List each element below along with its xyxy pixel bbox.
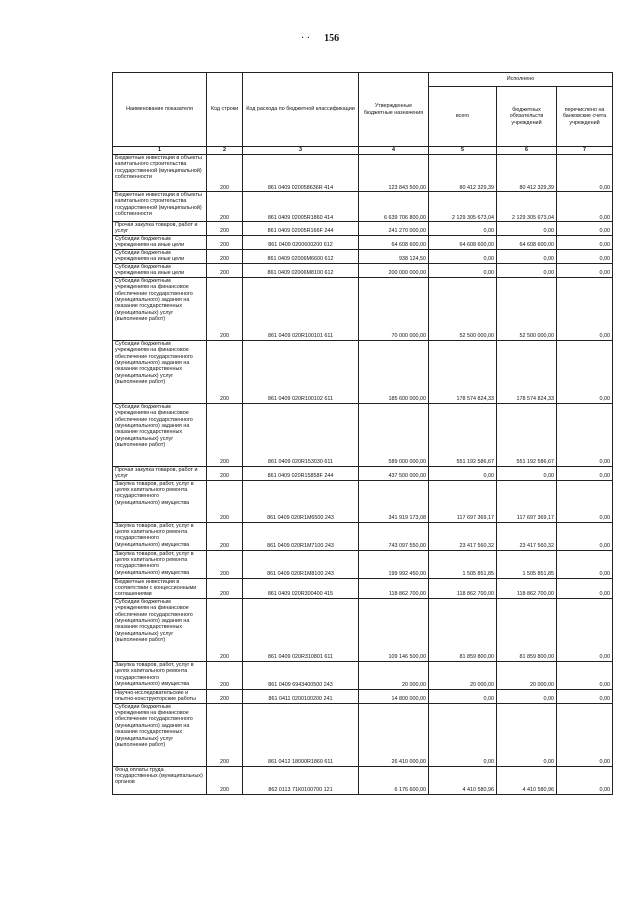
page-number-value: 156 — [324, 33, 340, 44]
row-approved: 26 410 000,00 — [359, 703, 429, 766]
row-expense-code: 861 0409 020R300400 415 — [243, 578, 359, 598]
row-total: 0,00 — [429, 689, 497, 703]
row-total: 117 697 369,17 — [429, 480, 497, 522]
row-name: Бюджетные инвестиции в объекты капитального строительства государственной (муниципальной) собственности — [113, 155, 207, 192]
row-budget-obligations: 178 574 824,33 — [497, 340, 557, 403]
row-expense-code: 861 0409 020R153030 611 — [243, 403, 359, 466]
row-line-code: 200 — [207, 703, 243, 766]
column-number: 7 — [557, 147, 613, 155]
row-bank-accounts: 0,00 — [557, 403, 613, 466]
row-line-code: 200 — [207, 155, 243, 192]
page-marks: · · — [300, 33, 311, 44]
table-body — [113, 155, 613, 795]
table-row — [113, 689, 613, 703]
row-bank-accounts: 0,00 — [557, 263, 613, 277]
row-line-code: 200 — [207, 192, 243, 222]
row-bank-accounts: 0,00 — [557, 598, 613, 661]
row-line-code: 200 — [207, 277, 243, 340]
row-expense-code: 861 0409 020R15858F 244 — [243, 466, 359, 480]
row-bank-accounts: 0,00 — [557, 661, 613, 689]
row-line-code: 200 — [207, 340, 243, 403]
row-expense-code: 861 0409 0200600200 612 — [243, 235, 359, 249]
row-approved: 6 639 706 800,00 — [359, 192, 429, 222]
row-approved: 70 000 000,00 — [359, 277, 429, 340]
row-budget-obligations: 80 412 329,39 — [497, 155, 557, 192]
row-line-code: 200 — [207, 522, 243, 550]
row-total: 0,00 — [429, 703, 497, 766]
row-total: 1 505 851,85 — [429, 550, 497, 578]
row-line-code: 200 — [207, 249, 243, 263]
row-expense-code: 861 0409 020058636R 414 — [243, 155, 359, 192]
row-expense-code: 861 0409 020R100101 611 — [243, 277, 359, 340]
table-row — [113, 155, 613, 192]
row-total: 4 410 580,96 — [429, 766, 497, 794]
row-approved: 199 992 450,00 — [359, 550, 429, 578]
table-row — [113, 403, 613, 466]
header-execution: Исполнено — [429, 73, 613, 87]
row-bank-accounts: 0,00 — [557, 689, 613, 703]
row-bank-accounts: 0,00 — [557, 155, 613, 192]
row-total: 20 000,00 — [429, 661, 497, 689]
row-total: 0,00 — [429, 249, 497, 263]
row-budget-obligations: 20 000,00 — [497, 661, 557, 689]
table-row — [113, 192, 613, 222]
row-approved: 20 000,00 — [359, 661, 429, 689]
table-row — [113, 578, 613, 598]
row-budget-obligations: 0,00 — [497, 249, 557, 263]
table-row — [113, 340, 613, 403]
row-name: Прочая закупка товаров, работ и услуг — [113, 466, 207, 480]
row-budget-obligations: 23 417 560,32 — [497, 522, 557, 550]
table-row — [113, 277, 613, 340]
row-total: 0,00 — [429, 263, 497, 277]
row-bank-accounts: 0,00 — [557, 522, 613, 550]
row-name: Закупка товаров, работ, услуг в целях капитального ремонта государственного (муниципального) имущества — [113, 550, 207, 578]
row-budget-obligations: 2 129 305 673,04 — [497, 192, 557, 222]
row-budget-obligations: 0,00 — [497, 689, 557, 703]
table-row — [113, 598, 613, 661]
row-name: Субсидии бюджетным учреждениям на финансовое обеспечение государственного (муниципального) задания на оказание государственных (муниципальных) услуг (выполнение работ) — [113, 340, 207, 403]
row-line-code: 200 — [207, 661, 243, 689]
header-total: всего — [429, 87, 497, 147]
header-name: Наименование показателя — [113, 73, 207, 147]
row-line-code: 200 — [207, 480, 243, 522]
row-expense-code: 861 0409 020R1M8100 243 — [243, 550, 359, 578]
row-budget-obligations: 118 862 700,00 — [497, 578, 557, 598]
row-approved: 185 600 000,00 — [359, 340, 429, 403]
row-bank-accounts: 0,00 — [557, 578, 613, 598]
row-bank-accounts: 0,00 — [557, 766, 613, 794]
row-budget-obligations: 1 505 851,85 — [497, 550, 557, 578]
row-bank-accounts: 0,00 — [557, 277, 613, 340]
table-row — [113, 235, 613, 249]
row-line-code: 200 — [207, 263, 243, 277]
row-budget-obligations: 4 410 580,96 — [497, 766, 557, 794]
row-expense-code: 861 0409 020R1M6500 243 — [243, 480, 359, 522]
row-line-code: 200 — [207, 689, 243, 703]
row-line-code: 200 — [207, 403, 243, 466]
table-row — [113, 466, 613, 480]
row-budget-obligations: 0,00 — [497, 466, 557, 480]
row-bank-accounts: 0,00 — [557, 192, 613, 222]
row-name: Бюджетные инвестиции в объекты капитального строительства государственной (муниципальной) собственности — [113, 192, 207, 222]
table-row — [113, 222, 613, 236]
column-number: 6 — [497, 147, 557, 155]
row-expense-code: 861 0409 6943400500 243 — [243, 661, 359, 689]
row-approved: 6 176 600,00 — [359, 766, 429, 794]
row-name: Фонд оплаты труда государственных (муниципальных) органов — [113, 766, 207, 794]
header-line-code: Код строки — [207, 73, 243, 147]
row-name: Субсидии бюджетным учреждениям на иные цели — [113, 235, 207, 249]
row-budget-obligations: 81 859 800,00 — [497, 598, 557, 661]
column-number: 1 — [113, 147, 207, 155]
row-name: Бюджетные инвестиции в соответствии с концессионными соглашениями — [113, 578, 207, 598]
row-bank-accounts: 0,00 — [557, 550, 613, 578]
column-number-row — [113, 147, 613, 155]
row-budget-obligations: 52 500 000,00 — [497, 277, 557, 340]
row-total: 2 129 305 673,04 — [429, 192, 497, 222]
row-expense-code: 861 0409 020R310801 611 — [243, 598, 359, 661]
row-name: Закупка товаров, работ, услуг в целях капитального ремонта государственного (муниципального) имущества — [113, 661, 207, 689]
row-line-code: 200 — [207, 550, 243, 578]
row-expense-code: 861 0409 02005R1860 414 — [243, 192, 359, 222]
table-row — [113, 522, 613, 550]
row-approved: 589 000 000,00 — [359, 403, 429, 466]
table-row — [113, 661, 613, 689]
row-expense-code: 861 0409 020R1M7100 243 — [243, 522, 359, 550]
row-bank-accounts: 0,00 — [557, 340, 613, 403]
header-approved: Утвержденные бюджетные назначения — [359, 73, 429, 147]
row-name: Субсидии бюджетным учреждениям на иные цели — [113, 263, 207, 277]
row-budget-obligations: 551 192 586,67 — [497, 403, 557, 466]
row-line-code: 200 — [207, 466, 243, 480]
header-budget-obligations: бюджетных обязательств учреждений — [497, 87, 557, 147]
row-name: Закупка товаров, работ, услуг в целях капитального ремонта государственного (муниципального) имущества — [113, 522, 207, 550]
row-approved: 14 800 000,00 — [359, 689, 429, 703]
row-budget-obligations: 64 608 600,00 — [497, 235, 557, 249]
header-expense-code: Код расхода по бюджетной классификации — [243, 73, 359, 147]
row-line-code: 200 — [207, 598, 243, 661]
row-bank-accounts: 0,00 — [557, 703, 613, 766]
table-row — [113, 703, 613, 766]
row-expense-code: 861 0409 02005R166F 244 — [243, 222, 359, 236]
row-line-code: 200 — [207, 222, 243, 236]
row-total: 178 574 824,33 — [429, 340, 497, 403]
row-total: 80 412 329,39 — [429, 155, 497, 192]
row-name: Субсидии бюджетным учреждениям на финансовое обеспечение государственного (муниципального) задания на оказание государственных (муниципальных) услуг (выполнение работ) — [113, 403, 207, 466]
row-bank-accounts: 0,00 — [557, 222, 613, 236]
row-expense-code: 861 0412 18000R1860 611 — [243, 703, 359, 766]
row-total: 118 862 700,00 — [429, 578, 497, 598]
table-row — [113, 480, 613, 522]
row-line-code: 200 — [207, 578, 243, 598]
row-expense-code: 861 0409 02006M8100 612 — [243, 263, 359, 277]
row-total: 0,00 — [429, 466, 497, 480]
page-number — [0, 33, 640, 44]
row-approved: 118 862 700,00 — [359, 578, 429, 598]
row-name: Прочая закупка товаров, работ и услуг — [113, 222, 207, 236]
row-bank-accounts: 0,00 — [557, 249, 613, 263]
row-line-code: 200 — [207, 766, 243, 794]
row-budget-obligations: 117 697 369,17 — [497, 480, 557, 522]
row-name: Закупка товаров, работ, услуг в целях капитального ремонта государственного (муниципального) имущества — [113, 480, 207, 522]
row-bank-accounts: 0,00 — [557, 480, 613, 522]
row-approved: 437 500 000,00 — [359, 466, 429, 480]
column-number: 2 — [207, 147, 243, 155]
row-bank-accounts: 0,00 — [557, 466, 613, 480]
row-approved: 200 000 000,00 — [359, 263, 429, 277]
row-total: 551 192 586,67 — [429, 403, 497, 466]
row-name: Субсидии бюджетным учреждениям на финансовое обеспечение государственного (муниципального) задания на оказание государственных (муниципальных) услуг (выполнение работ) — [113, 598, 207, 661]
table-row — [113, 766, 613, 794]
column-number: 4 — [359, 147, 429, 155]
column-number: 3 — [243, 147, 359, 155]
row-approved: 123 843 500,00 — [359, 155, 429, 192]
row-total: 64 608 600,00 — [429, 235, 497, 249]
row-budget-obligations: 0,00 — [497, 222, 557, 236]
row-approved: 109 146 500,00 — [359, 598, 429, 661]
row-total: 81 859 800,00 — [429, 598, 497, 661]
row-line-code: 200 — [207, 235, 243, 249]
row-expense-code: 862 0113 71К0100700 121 — [243, 766, 359, 794]
row-name: Субсидии бюджетным учреждениям на финансовое обеспечение государственного (муниципального) задания на оказание государственных (муниципальных) услуг (выполнение работ) — [113, 277, 207, 340]
row-approved: 938 124,50 — [359, 249, 429, 263]
row-approved: 241 270 000,00 — [359, 222, 429, 236]
row-approved: 64 608 600,00 — [359, 235, 429, 249]
row-budget-obligations: 0,00 — [497, 703, 557, 766]
row-total: 52 500 000,00 — [429, 277, 497, 340]
row-approved: 341 919 173,08 — [359, 480, 429, 522]
table-row — [113, 263, 613, 277]
row-budget-obligations: 0,00 — [497, 263, 557, 277]
table-row — [113, 249, 613, 263]
row-name: Субсидии бюджетным учреждениям на иные цели — [113, 249, 207, 263]
row-expense-code: 861 0409 02006M6600 612 — [243, 249, 359, 263]
budget-execution-table — [112, 72, 613, 795]
row-bank-accounts: 0,00 — [557, 235, 613, 249]
row-approved: 743 097 550,00 — [359, 522, 429, 550]
row-name: Научно-исследовательские и опытно-конструкторские работы — [113, 689, 207, 703]
table-row — [113, 550, 613, 578]
row-total: 0,00 — [429, 222, 497, 236]
row-total: 23 417 560,32 — [429, 522, 497, 550]
row-name: Субсидии бюджетным учреждениям на финансовое обеспечение государственного (муниципального) задания на оказание государственных (муниципальных) услуг (выполнение работ) — [113, 703, 207, 766]
column-number: 5 — [429, 147, 497, 155]
header-bank-accounts: перечислено на банковские счета учреждений — [557, 87, 613, 147]
row-expense-code: 861 0409 020R100102 611 — [243, 340, 359, 403]
row-expense-code: 861 0411 0200100200 241 — [243, 689, 359, 703]
